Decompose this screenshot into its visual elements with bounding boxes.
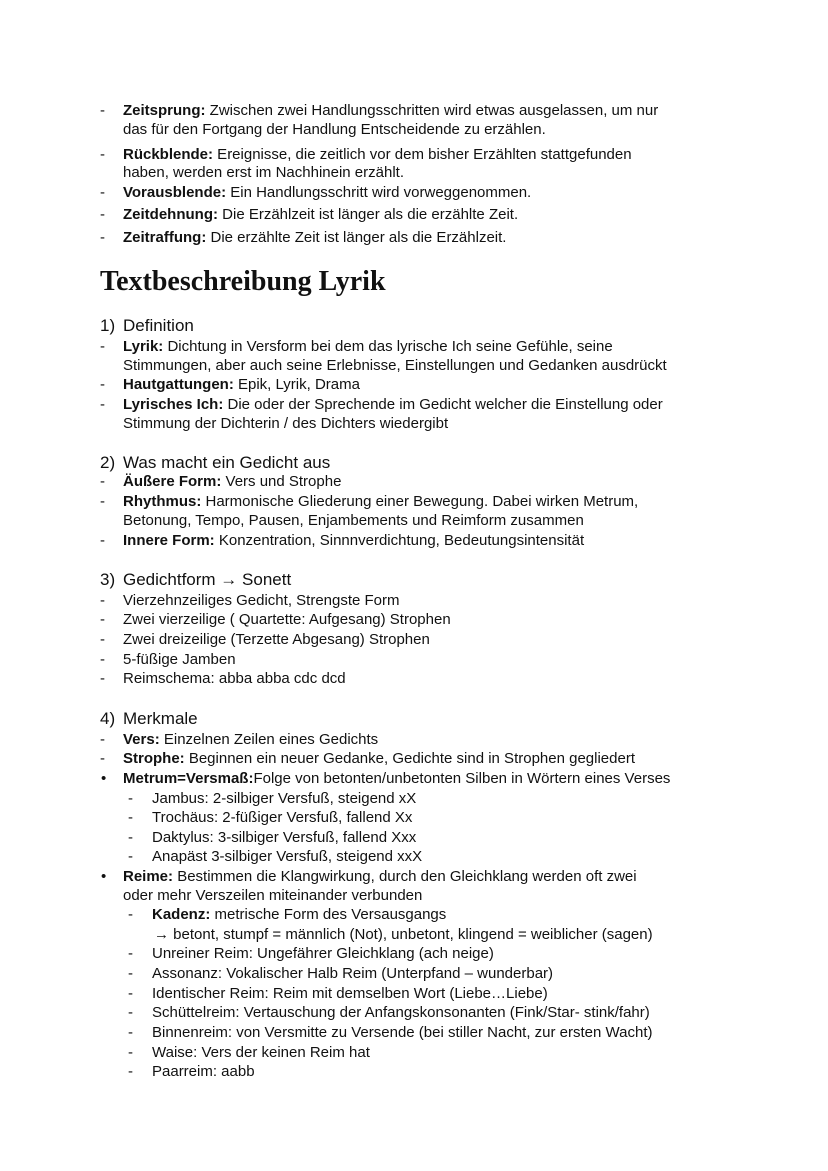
- item-continuation: Betonung, Tempo, Pausen, Enjambements und Reimform zusammen: [123, 512, 584, 529]
- list-item-text: [123, 651, 236, 669]
- dash-marker: -: [100, 206, 105, 223]
- item-description: Trochäus: 2-füßiger Versfuß, fallend Xx: [152, 809, 413, 826]
- list-item-text: [123, 592, 400, 610]
- item-continuation: Stimmungen, aber auch seine Erlebnisse, Einstellungen und Gedanken ausdrückt: [123, 357, 667, 374]
- item-term: Lyrisches Ich:: [123, 396, 224, 413]
- item-term: Äußere Form:: [123, 473, 222, 490]
- item-term: Kadenz:: [152, 906, 211, 923]
- dash-marker: -: [128, 945, 133, 962]
- list-item-text: [123, 493, 638, 511]
- dash-marker: -: [128, 1004, 133, 1021]
- dash-marker: -: [100, 731, 105, 748]
- item-continuation: das für den Fortgang der Handlung Entscheidende zu erzählen.: [123, 121, 546, 138]
- item-term: Zeitsprung:: [123, 102, 206, 119]
- dash-marker: -: [128, 829, 133, 846]
- section-number: 1): [100, 316, 116, 335]
- dash-marker: -: [128, 965, 133, 982]
- list-item-text: [123, 611, 451, 629]
- dash-marker: -: [100, 611, 105, 628]
- list-item-text: [123, 631, 430, 649]
- list-item-text: [152, 809, 412, 827]
- item-description: Die erzählte Zeit ist länger als die Erzählzeit.: [206, 229, 507, 246]
- dash-marker: -: [100, 651, 105, 668]
- item-description: metrische Form des Versausgangs: [210, 906, 447, 923]
- list-item-text: [123, 670, 346, 688]
- item-description: Schüttelreim: Vertauschung der Anfangskonsonanten (Fink/Star- stink/fahr): [152, 1004, 650, 1021]
- section-heading-text: Gedichtform → Sonett: [123, 570, 292, 589]
- item-description: Die Erzählzeit ist länger als die erzählte Zeit.: [217, 206, 519, 223]
- item-description: Assonanz: Vokalischer Halb Reim (Unterpfand – wunderbar): [152, 965, 554, 982]
- list-item-text: [152, 1063, 255, 1081]
- list-item-text: [123, 146, 632, 164]
- bullet-icon: •: [101, 770, 107, 787]
- item-term: Reime:: [123, 868, 174, 885]
- dash-marker: -: [128, 1063, 133, 1080]
- list-item-text: [152, 1004, 650, 1022]
- list-item-text: [123, 473, 341, 491]
- list-item-text: [123, 184, 531, 202]
- dash-marker: -: [128, 809, 133, 826]
- item-continuation: → betont, stumpf = männlich (Not), unbetont, klingend = weiblicher (sagen): [154, 926, 653, 943]
- list-item-text: [152, 790, 416, 808]
- item-description: Harmonische Gliederung einer Bewegung. Dabei wirken Metrum,: [201, 493, 639, 510]
- item-description: Ereignisse, die zeitlich vor dem bisher Erzählten stattgefunden: [213, 146, 632, 163]
- list-item-text: [123, 229, 506, 247]
- item-description: Anapäst 3-silbiger Versfuß, steigend xxX: [152, 848, 423, 865]
- item-term: Zeitraffung:: [123, 229, 207, 246]
- item-term: Rückblende:: [123, 146, 214, 163]
- dash-marker: -: [100, 338, 105, 355]
- dash-marker: -: [100, 396, 105, 413]
- dash-marker: -: [100, 750, 105, 767]
- dash-marker: -: [100, 592, 105, 609]
- section-heading-text: Merkmale: [123, 709, 198, 728]
- item-description: Folge von betonten/unbetonten Silben in Wörtern eines Verses: [253, 770, 671, 787]
- dash-marker: -: [100, 184, 105, 201]
- item-description: Zwei vierzeilige ( Quartette: Aufgesang) Strophen: [123, 611, 451, 628]
- item-description: Einzelnen Zeilen eines Gedichts: [159, 731, 379, 748]
- item-description: Vers und Strophe: [221, 473, 342, 490]
- item-description: Zwischen zwei Handlungsschritten wird etwas ausgelassen, um nur: [205, 102, 659, 119]
- list-item-text: [152, 1024, 653, 1042]
- dash-marker: -: [128, 1044, 133, 1061]
- item-description: Paarreim: aabb: [152, 1063, 255, 1080]
- item-term: Metrum=Versmaß:: [123, 770, 254, 787]
- item-term: Rhythmus:: [123, 493, 202, 510]
- list-item-text: [152, 1044, 370, 1062]
- dash-marker: -: [128, 848, 133, 865]
- item-description: Binnenreim: von Versmitte zu Versende (bei stiller Nacht, zur ersten Wacht): [152, 1024, 653, 1041]
- section-number: 2): [100, 453, 116, 472]
- dash-marker: -: [128, 985, 133, 1002]
- item-description: Unreiner Reim: Ungefährer Gleichklang (ach neige): [152, 945, 494, 962]
- item-description: Daktylus: 3-silbiger Versfuß, fallend Xxx: [152, 829, 417, 846]
- bullet-icon: •: [101, 868, 107, 885]
- dash-marker: -: [100, 670, 105, 687]
- list-item-text: [123, 206, 518, 224]
- dash-marker: -: [100, 493, 105, 510]
- item-description: Ein Handlungsschritt wird vorweggenommen.: [226, 184, 532, 201]
- item-description: Konzentration, Sinnnverdichtung, Bedeutungsintensität: [214, 532, 585, 549]
- item-description: Dichtung in Versform bei dem das lyrische Ich seine Gefühle, seine: [163, 338, 613, 355]
- item-term: Lyrik:: [123, 338, 164, 355]
- item-description: Identischer Reim: Reim mit demselben Wort (Liebe…Liebe): [152, 985, 548, 1002]
- list-item-text: [123, 338, 613, 356]
- item-description: Die oder der Sprechende im Gedicht welcher die Einstellung oder: [223, 396, 663, 413]
- list-item-text: [123, 102, 658, 120]
- item-description: Waise: Vers der keinen Reim hat: [152, 1044, 370, 1061]
- section-heading-text: Was macht ein Gedicht aus: [123, 453, 331, 472]
- list-item-text: [152, 848, 422, 866]
- list-item-text: [123, 396, 663, 414]
- dash-marker: -: [100, 102, 105, 119]
- item-term: Vers:: [123, 731, 160, 748]
- item-term: Innere Form:: [123, 532, 215, 549]
- page-title: Textbeschreibung Lyrik: [100, 266, 386, 297]
- list-item-text: [123, 750, 635, 768]
- list-item-text: [152, 829, 416, 847]
- item-description: Epik, Lyrik, Drama: [233, 376, 360, 393]
- list-item-text: [152, 985, 548, 1003]
- dash-marker: -: [100, 376, 105, 393]
- dash-marker: -: [100, 631, 105, 648]
- dash-marker: -: [100, 229, 105, 246]
- item-term: Zeitdehnung:: [123, 206, 218, 223]
- list-item-text: [123, 770, 670, 788]
- item-continuation: oder mehr Verszeilen miteinander verbunden: [123, 887, 423, 904]
- item-term: Strophe:: [123, 750, 185, 767]
- dash-marker: -: [100, 146, 105, 163]
- dash-marker: -: [100, 473, 105, 490]
- item-description: 5-füßige Jamben: [123, 651, 236, 668]
- item-description: Zwei dreizeilige (Terzette Abgesang) Strophen: [123, 631, 430, 648]
- section-heading-text: Definition: [123, 316, 194, 335]
- list-item-text: [152, 945, 494, 963]
- item-continuation: Stimmung der Dichterin / des Dichters wiedergibt: [123, 415, 449, 432]
- section-number: 3): [100, 570, 116, 589]
- dash-marker: -: [100, 532, 105, 549]
- item-description: Reimschema: abba abba cdc dcd: [123, 670, 346, 687]
- item-description: Bestimmen die Klangwirkung, durch den Gleichklang werden oft zwei: [173, 868, 637, 885]
- dash-marker: -: [128, 906, 133, 923]
- item-continuation: haben, werden erst im Nachhinein erzählt.: [123, 164, 404, 181]
- list-item-text: [152, 906, 446, 924]
- item-description: Jambus: 2-silbiger Versfuß, steigend xX: [152, 790, 417, 807]
- item-description: Vierzehnzeiliges Gedicht, Strengste Form: [123, 592, 400, 609]
- section-number: 4): [100, 709, 116, 728]
- item-term: Hautgattungen:: [123, 376, 234, 393]
- list-item-text: [123, 731, 378, 749]
- list-item-text: [123, 532, 584, 550]
- item-description: Beginnen ein neuer Gedanke, Gedichte sind in Strophen gegliedert: [184, 750, 635, 767]
- list-item-text: [123, 376, 360, 394]
- list-item-text: [123, 868, 637, 886]
- dash-marker: -: [128, 1024, 133, 1041]
- list-item-text: [152, 965, 553, 983]
- item-term: Vorausblende:: [123, 184, 227, 201]
- dash-marker: -: [128, 790, 133, 807]
